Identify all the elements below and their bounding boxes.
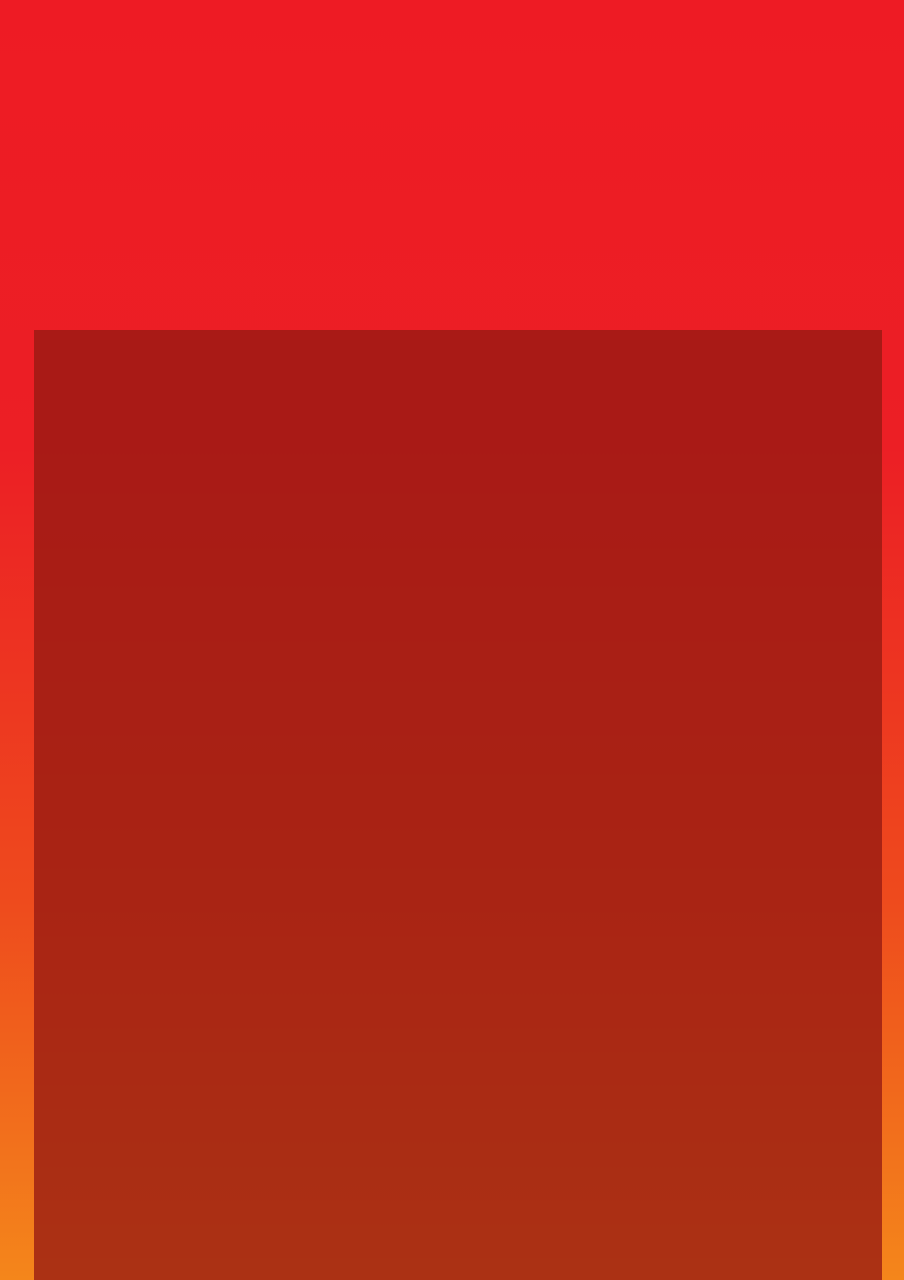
event-header [34, 338, 882, 388]
events-panel [34, 330, 882, 1280]
event-header [34, 903, 882, 953]
event-header [34, 1090, 882, 1140]
event-header [34, 716, 882, 766]
event-header [34, 529, 882, 579]
